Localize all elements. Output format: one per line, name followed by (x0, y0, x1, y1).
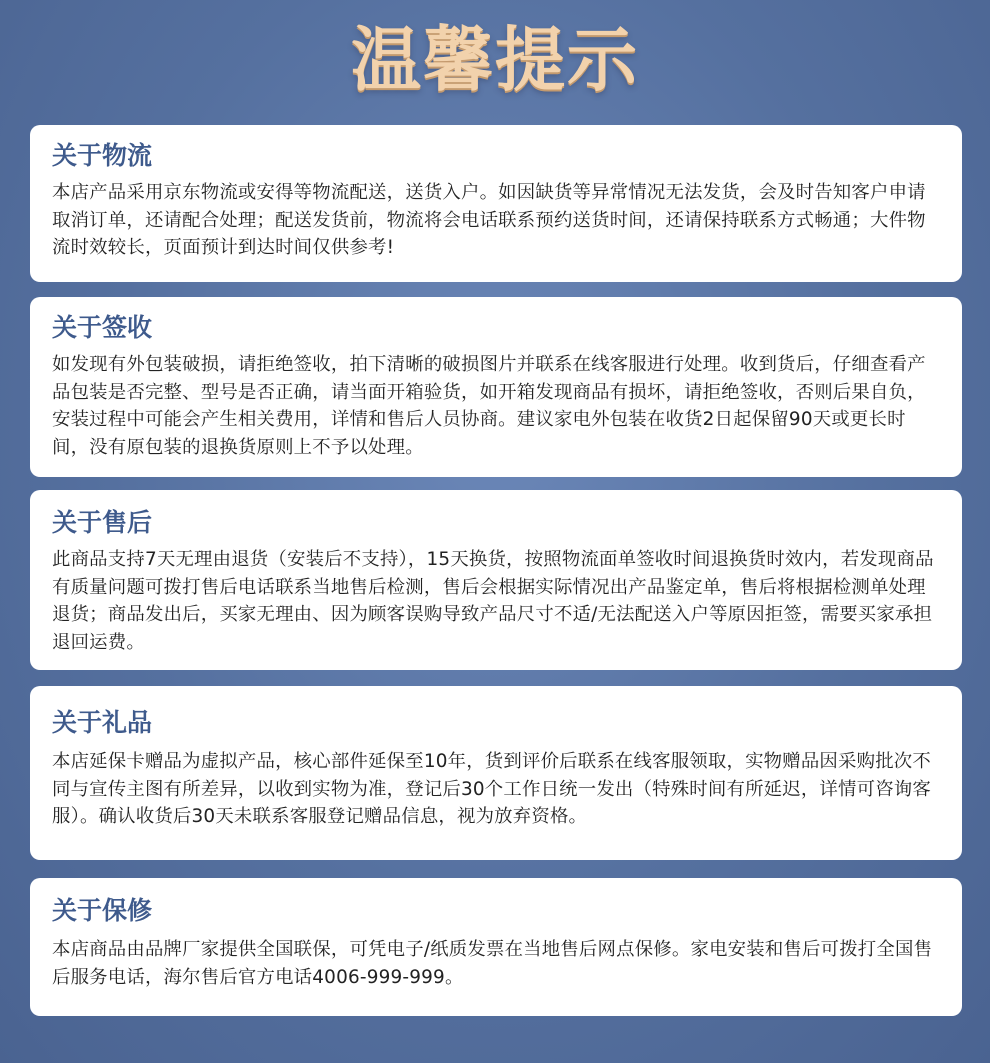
receipt-notice-card (30, 297, 962, 477)
warranty-notice-card (30, 878, 962, 1016)
gifts-text: 本店延保卡赠品为虚拟产品，核心部件延保至10年，货到评价后联系在线客服领取，实物赠品因采购批次不同与宣传主图有所差异，以收到实物为准，登记后30个工作日统一发出（特殊时间有所延迟，详情可咨询客服）。确认收货后30天未联系客服登记赠品信息，视为放弃资格。 (52, 751, 931, 827)
logistics-notice-card (30, 125, 962, 282)
gifts-notice-card (30, 686, 962, 860)
logistics-text: 本店产品采用京东物流或安得等物流配送，送货入户。如因缺货等异常情况无法发货，会及时告知客户申请取消订单，还请配合处理；配送发货前，物流将会电话联系预约送货时间，还请保持联系方式畅通；大件物流时效较长，页面预计到达时间仅供参考! (52, 182, 926, 258)
receipt-text: 如发现有外包装破损，请拒绝签收，拍下清晰的破损图片并联系在线客服进行处理。收到货后，仔细查看产品包装是否完整、型号是否正确，请当面开箱验货，如开箱发现商品有损坏，请拒绝签收，否则后果自负，安装过程中可能会产生相关费用，详情和售后人员协商。建议家电外包装在收货2日起保留90天或更长时间，没有原包装的退换货原则上不予以处理。 (52, 354, 926, 458)
gifts-heading: 关于礼品 (52, 708, 153, 737)
after-sales-notice-card (30, 490, 962, 670)
logistics-heading: 关于物流 (52, 141, 153, 170)
warranty-text: 本店商品由品牌厂家提供全国联保，可凭电子/纸质发票在当地售后网点保修。家电安装和售后可拨打全国售后服务电话，海尔售后官方电话4006-999-999。 (52, 939, 933, 988)
receipt-heading: 关于签收 (52, 313, 153, 342)
warranty-heading: 关于保修 (52, 896, 153, 925)
after-sales-text: 此商品支持7天无理由退货（安装后不支持），15天换货，按照物流面单签收时间退换货时效内，若发现商品有质量问题可拨打售后电话联系当地售后检测，售后会根据实际情况出产品鉴定单，售后将根据检测单处理退货；商品发出后，买家无理由、因为顾客误购导致产品尺寸不适/无法配送入户等原因拒签，需要买家承担退回运费。 (52, 549, 934, 653)
page-title: 温馨提示 (351, 19, 639, 101)
after-sales-heading: 关于售后 (52, 508, 153, 537)
